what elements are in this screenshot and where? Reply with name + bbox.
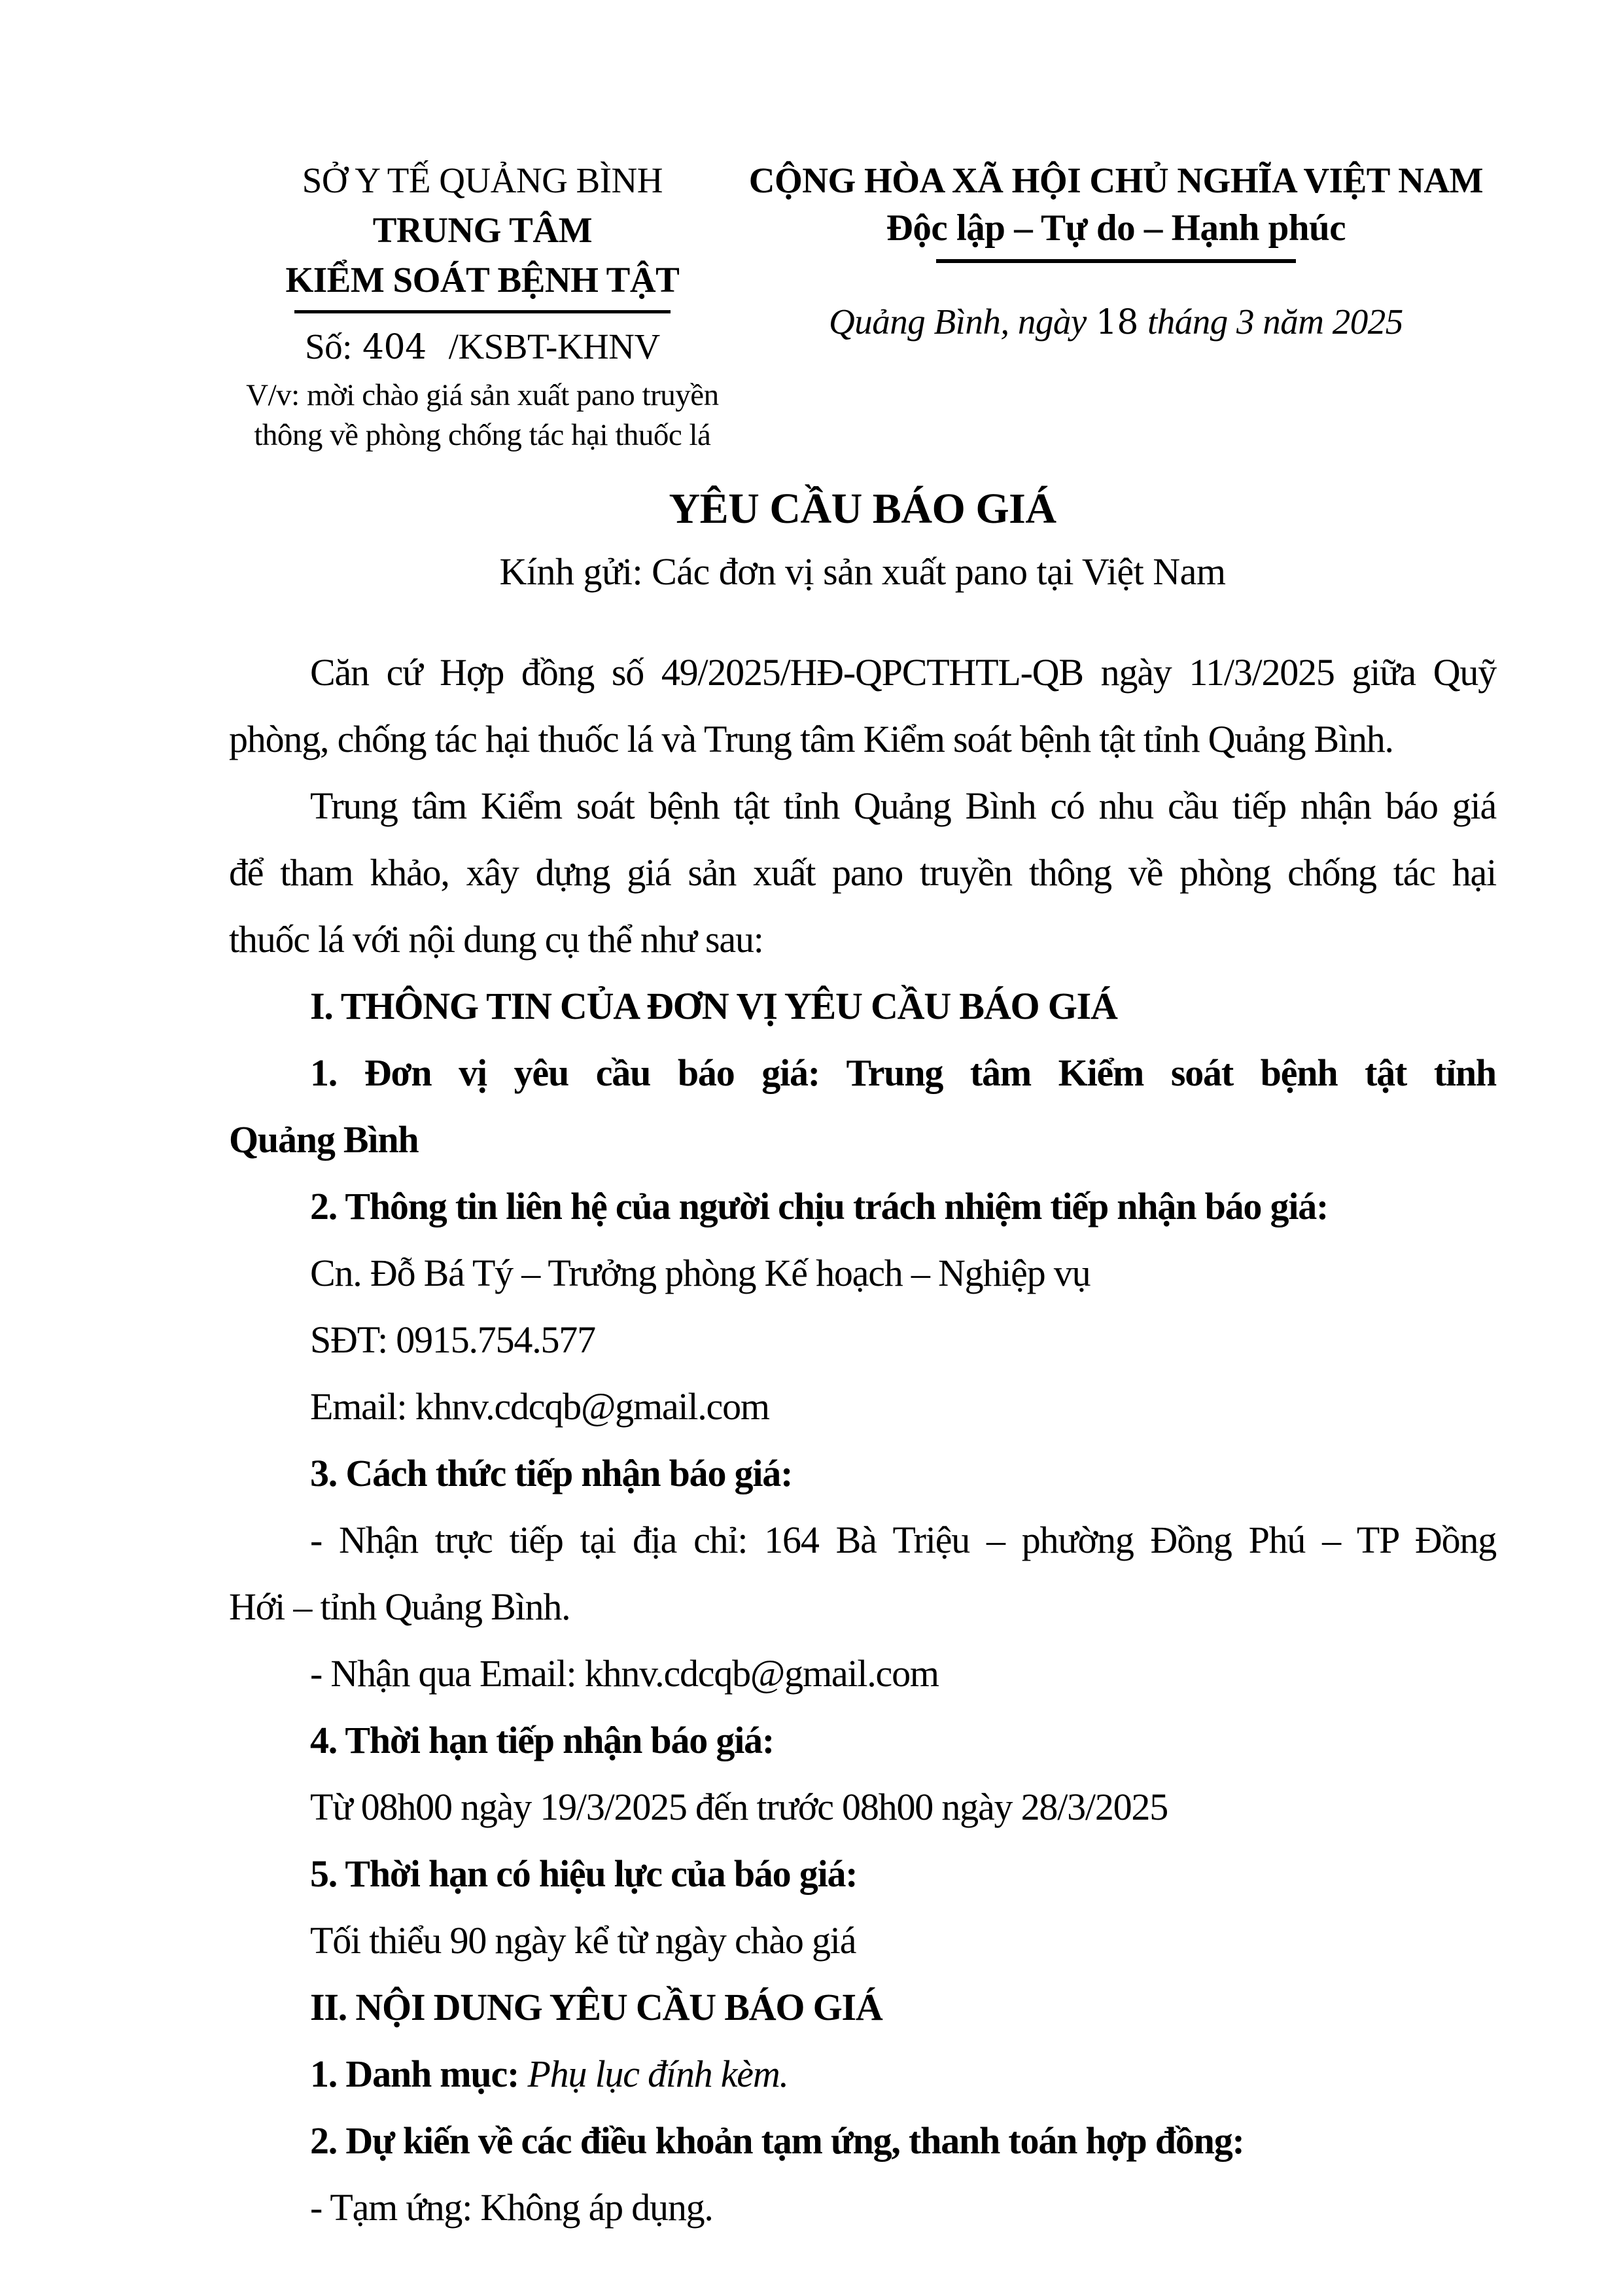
text-run: Email: khnv.cdcqb@gmail.com [310,1385,769,1428]
text-run: Tối thiểu 90 ngày kể từ ngày chào giá [310,1919,856,1962]
body-line [229,1106,1496,1173]
text-run: thuốc lá với nội dung cụ thể như sau: [229,918,763,961]
document-number-value: 404 [362,328,427,367]
body-line [229,1707,1496,1774]
body-line [229,1240,1496,1307]
document-header [229,156,1496,455]
document-number-label: Số: [305,327,352,366]
body [229,639,1496,2241]
document-content [229,156,1496,2241]
text-run: Từ 08h00 ngày 19/3/2025 đến trước 08h00 ngày 28/3/2025 [310,1786,1168,1828]
body-line [229,1173,1496,1240]
text-run: SĐT: 0915.754.577 [310,1318,595,1361]
body-line [229,2041,1496,2108]
document-title: YÊU CẦU BÁO GIÁ [669,485,1056,533]
document-recipient: Kính gửi: Các đơn vị sản xuất pano tại Việt Nam [499,550,1226,593]
text-run: 4. Thời hạn tiếp nhận báo giá: [310,1719,775,1761]
text-run: - Nhận trực tiếp tại địa chỉ: 164 Bà Triệu – phường Đồng Phú – TP Đồng [310,1519,1496,1561]
text-run: Quảng Bình [229,1118,419,1161]
text-run: 2. Dự kiến về các điều khoản tạm ứng, thanh toán hợp đồng: [310,2119,1244,2162]
body-line [229,1640,1496,1707]
text-run: II. NỘI DUNG YÊU CẦU BÁO GIÁ [310,1986,882,2028]
national-motto-block [736,156,1496,342]
agency-name-line1: TRUNG TÂM [372,210,592,250]
national-motto: Độc lập – Tự do – Hạnh phúc [886,207,1346,249]
body-line [229,973,1496,1040]
body-line [229,839,1496,906]
document-number-suffix: /KSBT-KHNV [448,327,660,366]
text-run: 1. Đơn vị yêu cầu báo giá: Trung tâm Kiểm soát bệnh tật tỉnh [310,1051,1496,1094]
text-run: 3. Cách thức tiếp nhận báo giá: [310,1452,793,1494]
body-line [229,706,1496,773]
text-run: Cn. Đỗ Bá Tý – Trưởng phòng Kế hoạch – Nghiệp vụ [310,1252,1091,1294]
date-prefix: Quảng Bình, ngày [829,302,1087,342]
text-run: Căn cứ Hợp đồng số 49/2025/HĐ-QPCTHTL-QB ngày 11/3/2025 giữa Quỹ [310,651,1496,694]
date-day: 18 [1095,303,1138,342]
body-line [229,2174,1496,2241]
body-line [229,1440,1496,1507]
body-line [229,1040,1496,1106]
body-line [229,1373,1496,1440]
national-title: CỘNG HÒA XÃ HỘI CHỦ NGHĨA VIỆT NAM [748,160,1484,200]
body-line [229,773,1496,839]
body-line [229,1907,1496,1974]
body-line [229,1974,1496,2041]
text-run: Hới – tỉnh Quảng Bình. [229,1585,570,1628]
body-line [229,1507,1496,1574]
text-run: Phụ lục đính kèm. [527,2053,788,2095]
body-line [229,639,1496,706]
agency-name-line2: KIỂM SOÁT BỆNH TẬT [285,260,680,300]
body-line [229,1574,1496,1640]
body-line [229,1774,1496,1841]
text-run: 5. Thời hạn có hiệu lực của báo giá: [310,1852,858,1895]
text-run: phòng, chống tác hại thuốc lá và Trung tâm Kiểm soát bệnh tật tỉnh Quảng Bình. [229,718,1393,760]
body-line [229,906,1496,973]
text-run: 1. Danh mục: [310,2053,528,2095]
text-run: - Nhận qua Email: khnv.cdcqb@gmail.com [310,1652,939,1695]
issuing-agency-block [229,156,736,455]
text-run: để tham khảo, xây dựng giá sản xuất pano truyền thông về phòng chống tác hại [229,851,1496,894]
place-date-line [736,301,1496,342]
text-run: Trung tâm Kiểm soát bệnh tật tỉnh Quảng Bình có nhu cầu tiếp nhận báo giá [310,785,1496,827]
separator-line [936,259,1296,263]
text-run: I. THÔNG TIN CỦA ĐƠN VỊ YÊU CẦU BÁO GIÁ [310,985,1117,1027]
date-suffix: tháng 3 năm 2025 [1147,302,1403,342]
document-subject: V/v: mời chào giá sản xuất pano truyền thông về phòng chống tác hại thuốc lá [246,378,719,452]
body-line [229,1307,1496,1373]
body-line [229,2108,1496,2174]
separator-line [294,310,671,313]
parent-agency-name: SỞ Y TẾ QUẢNG BÌNH [302,160,663,200]
text-run: 2. Thông tin liên hệ của người chịu trách nhiệm tiếp nhận báo giá: [310,1185,1329,1227]
text-run: - Tạm ứng: Không áp dụng. [310,2186,713,2229]
body-line [229,1841,1496,1907]
document-number-line [229,324,736,370]
